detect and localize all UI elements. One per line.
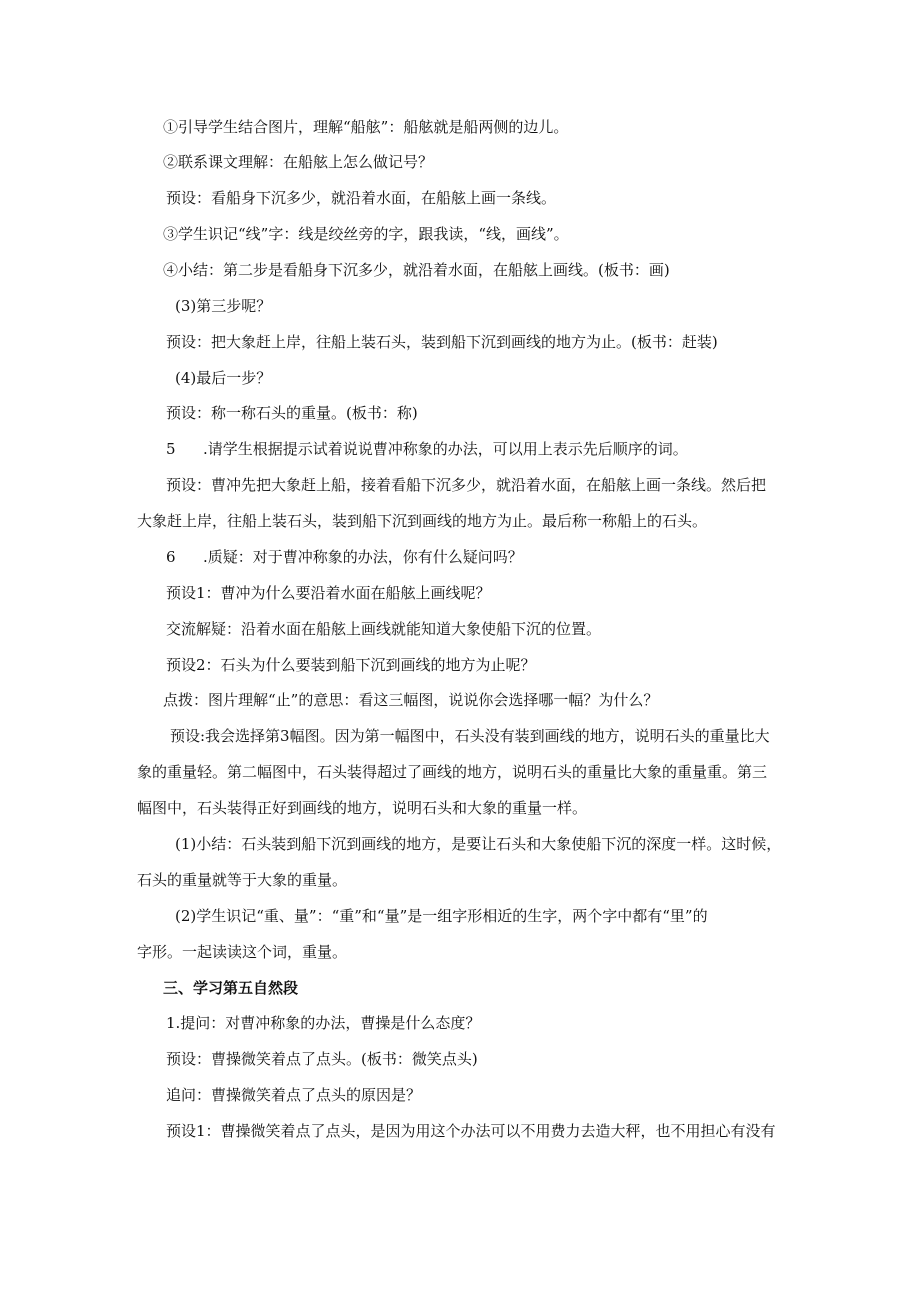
- text-line: (4)最后一步？: [175, 369, 272, 387]
- text-line: 预设1：曹操微笑着点了点头，是因为用这个办法可以不用费力去造大秤，也不用担心有没有: [166, 1122, 776, 1140]
- text-line: 象的重量轻。第二幅图中，石头装得超过了画线的地方，说明石头的重量比大象的重量重。第三: [137, 763, 768, 781]
- text-line: .请学生根据提示试着说说曹冲称象的办法，可以用上表示先后顺序的词。: [203, 440, 688, 458]
- text-line: 点拨：图片理解“止”的意思：看这三幅图，说说你会选择哪一幅？为什么？: [163, 691, 659, 709]
- text-line: (2)学生识记“重、量”：“重”和“量”是一组字形相近的生字，两个字中都有“里”的: [175, 907, 708, 925]
- text-line: (1)小结：石头装到船下沉到画线的地方，是要让石头和大象使船下沉的深度一样。这时候，: [175, 835, 782, 853]
- text-line: 大象赶上岸，往船上装石头，装到船下沉到画线的地方为止。最后称一称船上的石头。: [137, 512, 708, 530]
- text-line: 预设1：曹冲为什么要沿着水面在船舷上画线呢？: [166, 584, 491, 602]
- text-line: ③学生识记“线”字：线是绞丝旁的字，跟我读，“线，画线”。: [163, 225, 569, 243]
- text-line: 预设：看船身下沉多少，就沿着水面，在船舷上画一条线。: [166, 189, 557, 207]
- list-number: 5: [166, 440, 176, 458]
- text-line: ②联系课文理解：在船舷上怎么做记号？: [163, 153, 434, 171]
- text-line: (3)第三步呢？: [175, 297, 272, 315]
- text-line: .质疑：对于曹冲称象的办法，你有什么疑问吗？: [203, 548, 523, 566]
- text-line: 交流解疑：沿着水面在船舷上画线就能知道大象使船下沉的位置。: [166, 620, 602, 638]
- text-line: 追问：曹操微笑着点了点头的原因是？: [166, 1086, 422, 1104]
- text-line: 石头的重量就等于大象的重量。: [137, 871, 348, 889]
- text-line: 预设:我会选择第3幅图。因为第一幅图中，石头没有装到画线的地方，说明石头的重量比大: [170, 727, 770, 745]
- text-line: 预设：称一称石头的重量。(板书：称): [166, 404, 418, 422]
- list-number: 6: [166, 548, 176, 566]
- text-line: 预设：曹冲先把大象赶上船，接着看船下沉多少，就沿着水面，在船舷上画一条线。然后把: [166, 476, 767, 494]
- text-line: ①引导学生结合图片，理解“船舷”：船舷就是船两侧的边儿。: [163, 118, 569, 136]
- text-line: 预设：曹操微笑着点了点头。(板书：微笑点头): [166, 1050, 478, 1068]
- text-line: ④小结：第二步是看船身下沉多少，就沿着水面，在船舷上画线。(板书：画): [163, 261, 670, 279]
- text-line: 幅图中，石头装得正好到画线的地方，说明石头和大象的重量一样。: [137, 799, 588, 817]
- text-line: 1.提问：对曹冲称象的办法，曹操是什么态度？: [166, 1014, 481, 1032]
- text-line: 预设2：石头为什么要装到船下沉到画线的地方为止呢？: [166, 656, 536, 674]
- section-heading: 三、学习第五自然段: [163, 979, 299, 997]
- text-line: 字形。一起读读这个词，重量。: [137, 943, 348, 961]
- text-line: 预设：把大象赶上岸，往船上装石头，装到船下沉到画线的地方为止。(板书：赶装): [166, 333, 718, 351]
